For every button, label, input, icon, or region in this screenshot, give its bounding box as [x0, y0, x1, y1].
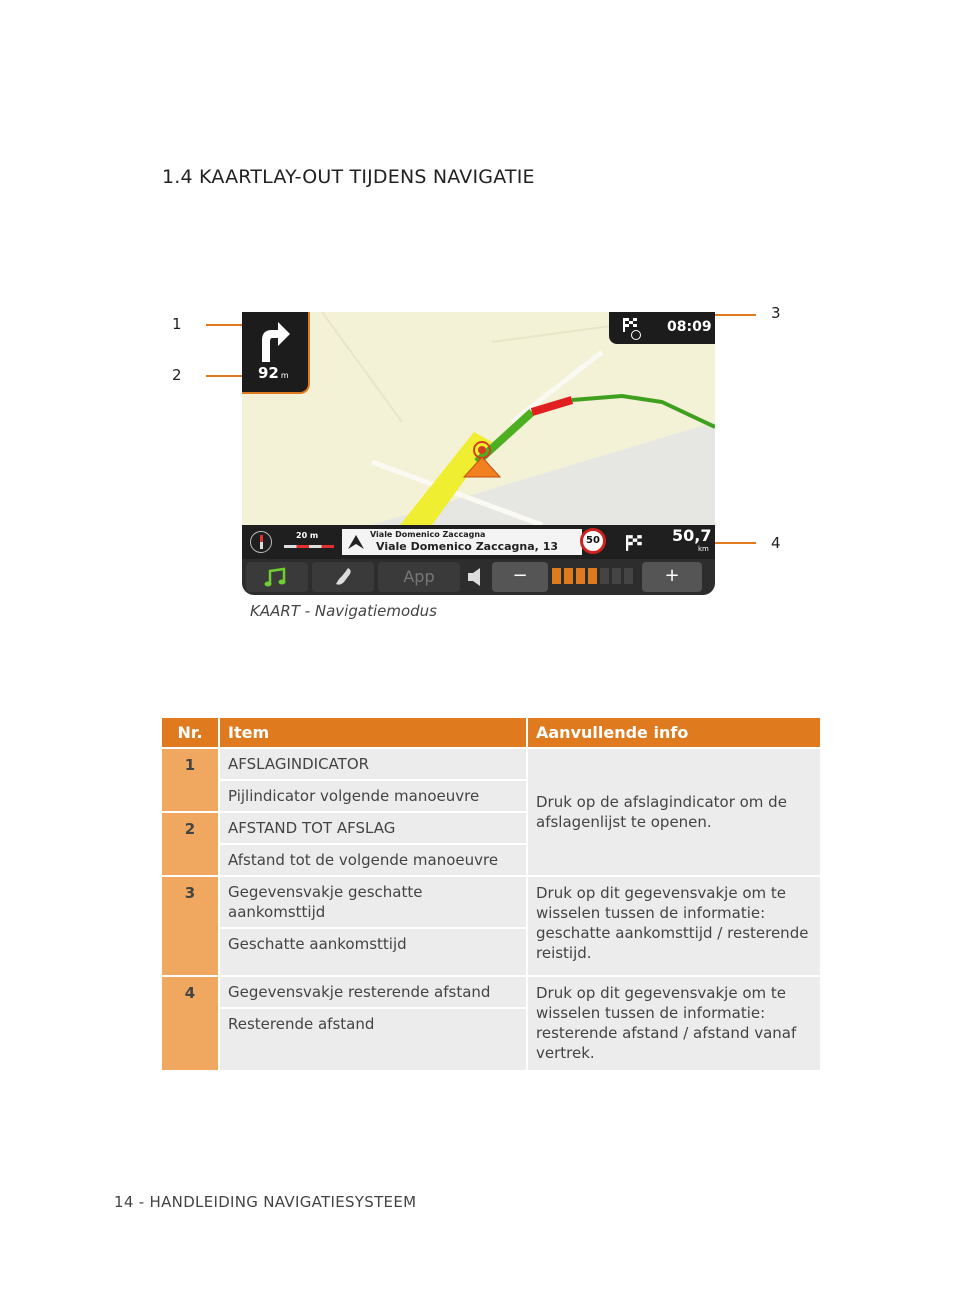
phone-icon — [312, 562, 374, 592]
item-title: Gegevensvakje geschatte aankomsttijd — [219, 876, 527, 928]
speaker-button[interactable] — [464, 562, 488, 592]
callout-number-2: 2 — [172, 366, 182, 384]
item-description: Geschatte aankomsttijd — [219, 928, 527, 976]
table-row — [162, 976, 820, 1008]
scale-label: 20 m — [296, 531, 319, 540]
item-description: Resterende afstand — [219, 1008, 527, 1070]
scale-bar — [284, 545, 334, 548]
info-text: Druk op dit gegevensvakje om te wisselen tussen de informatie: resterende afstand / afstand vanaf vertrek. — [527, 976, 820, 1070]
callout-number-4: 4 — [771, 534, 781, 552]
item-title: AFSTAND TOT AFSLAG — [219, 812, 527, 844]
item-description: Pijlindicator volgende manoeuvre — [219, 780, 527, 812]
info-text: Druk op dit gegevensvakje om te wisselen tussen de informatie: geschatte aankomsttijd / resterende reistijd. — [527, 876, 820, 976]
figure-caption: KAART - Navigatiemodus — [250, 602, 437, 620]
table-row — [162, 876, 820, 928]
eta-time: 08:09 — [667, 319, 712, 335]
turn-indicator[interactable] — [242, 312, 310, 394]
item-title: AFSLAGINDICATOR — [219, 748, 527, 780]
eta-box[interactable] — [609, 312, 715, 344]
section-title: 1.4 KAARTLAY-OUT TIJDENS NAVIGATIE — [162, 166, 535, 188]
header-nr: Nr. — [162, 718, 219, 748]
header-info: Aanvullende info — [527, 718, 820, 748]
finish-flag-icon — [626, 535, 644, 551]
callout-number-3: 3 — [771, 304, 781, 322]
row-number: 4 — [162, 976, 219, 1070]
header-item: Item — [219, 718, 527, 748]
row-number: 3 — [162, 876, 219, 976]
remaining-distance-unit: km — [698, 545, 709, 553]
phone-button[interactable] — [312, 562, 374, 592]
table-header-row — [162, 718, 820, 748]
street-panel — [342, 529, 582, 555]
info-bar — [242, 525, 715, 559]
app-button[interactable]: App — [378, 562, 460, 592]
clock-icon — [631, 330, 641, 340]
callout-number-1: 1 — [172, 315, 182, 333]
info-text: Druk op de afslagindicator om de afslagenlijst te openen. — [527, 748, 820, 876]
turn-distance: 92 m — [258, 364, 289, 382]
speaker-icon — [464, 562, 488, 592]
compass-icon[interactable] — [250, 531, 272, 553]
item-description: Afstand tot de volgende manoeuvre — [219, 844, 527, 876]
street-name-small: Viale Domenico Zaccagna — [370, 530, 486, 539]
navigation-screen — [242, 312, 715, 595]
page-footer: 14 - HANDLEIDING NAVIGATIESYSTEEM — [114, 1193, 417, 1211]
music-note-icon — [246, 562, 308, 592]
row-number: 1 — [162, 748, 219, 812]
volume-down-button[interactable]: − — [492, 562, 548, 592]
volume-up-button[interactable]: + — [642, 562, 702, 592]
info-table — [162, 718, 820, 1070]
table-row — [162, 748, 820, 780]
remaining-distance[interactable]: 50,7 — [672, 526, 712, 545]
speed-limit-sign: 50 — [580, 528, 606, 554]
music-button[interactable] — [246, 562, 308, 592]
control-bar — [242, 559, 715, 595]
street-name-main: Viale Domenico Zaccagna, 13 — [376, 540, 558, 553]
direction-arrow-icon — [346, 533, 366, 551]
turn-right-arrow-icon — [256, 318, 294, 362]
item-title: Gegevensvakje resterende afstand — [219, 976, 527, 1008]
row-number: 2 — [162, 812, 219, 876]
